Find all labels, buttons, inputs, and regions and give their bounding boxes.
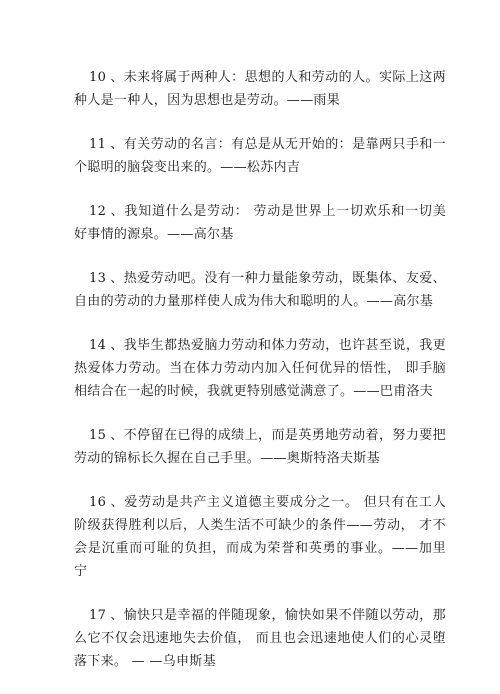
- quote-text: 、热爱劳动吧。没有一种力量能象劳动，既集体、友爱、自由的劳动的力量那样使人成为伟大和聪明的人。——高尔基: [74, 271, 446, 309]
- quote-text: 、不停留在已得的成绩上，而是英勇地劳动着，努力要把劳动的锦标长久握在自己手里。——奥斯特洛夫斯基: [74, 428, 446, 466]
- quote-17: [74, 604, 446, 673]
- quote-13: [74, 267, 446, 313]
- quote-12: [74, 200, 446, 246]
- quote-16: [74, 491, 446, 583]
- quote-text: 、有关劳动的名言：有总是从无开始的：是靠两只手和一个聪明的脑袋变出来的。——松苏内吉: [74, 137, 446, 175]
- quote-number: 16: [89, 495, 107, 510]
- quote-number: 12: [89, 204, 107, 219]
- quote-text: 、我知道什么是劳动： 劳动是世界上一切欢乐和一切美好事情的源泉。——高尔基: [74, 204, 446, 242]
- quote-text: 、我毕生都热爱脑力劳动和体力劳动，也许甚至说，我更热爱体力劳动。当在体力劳动内加入任何优异的悟性， 即手脑相结合在一起的时候，我就更特别感觉满意了。——巴甫洛夫: [74, 338, 446, 399]
- quote-number: 13: [89, 271, 107, 286]
- quote-number: 14: [89, 338, 107, 353]
- quote-text: 、未来将属于两种人：思想的人和劳动的人。实际上这两种人是一种人，因为思想也是劳动。——雨果: [74, 70, 446, 108]
- quote-number: 10: [89, 70, 107, 85]
- quote-text: 、爱劳动是共产主义道德主要成分之一。 但只有在工人阶级获得胜利以后，人类生活不可缺少的条件——劳动， 才不会是沉重而可耻的负担，而成为荣誉和英勇的事业。——加里宁: [74, 495, 446, 579]
- quote-10: [74, 66, 446, 112]
- quote-text: 、愉快只是幸福的伴随现象，愉快如果不伴随以劳动，那么它不仅会迅速地失去价值， 而且也会迅速地使人们的心灵堕落下来。 — —乌申斯基: [74, 608, 446, 669]
- quote-number: 17: [89, 608, 107, 623]
- quote-number: 15: [89, 428, 107, 443]
- quote-14: [74, 334, 446, 403]
- quote-list: [74, 66, 446, 694]
- quote-15: [74, 424, 446, 470]
- quote-11: [74, 133, 446, 179]
- quote-number: 11: [89, 137, 107, 152]
